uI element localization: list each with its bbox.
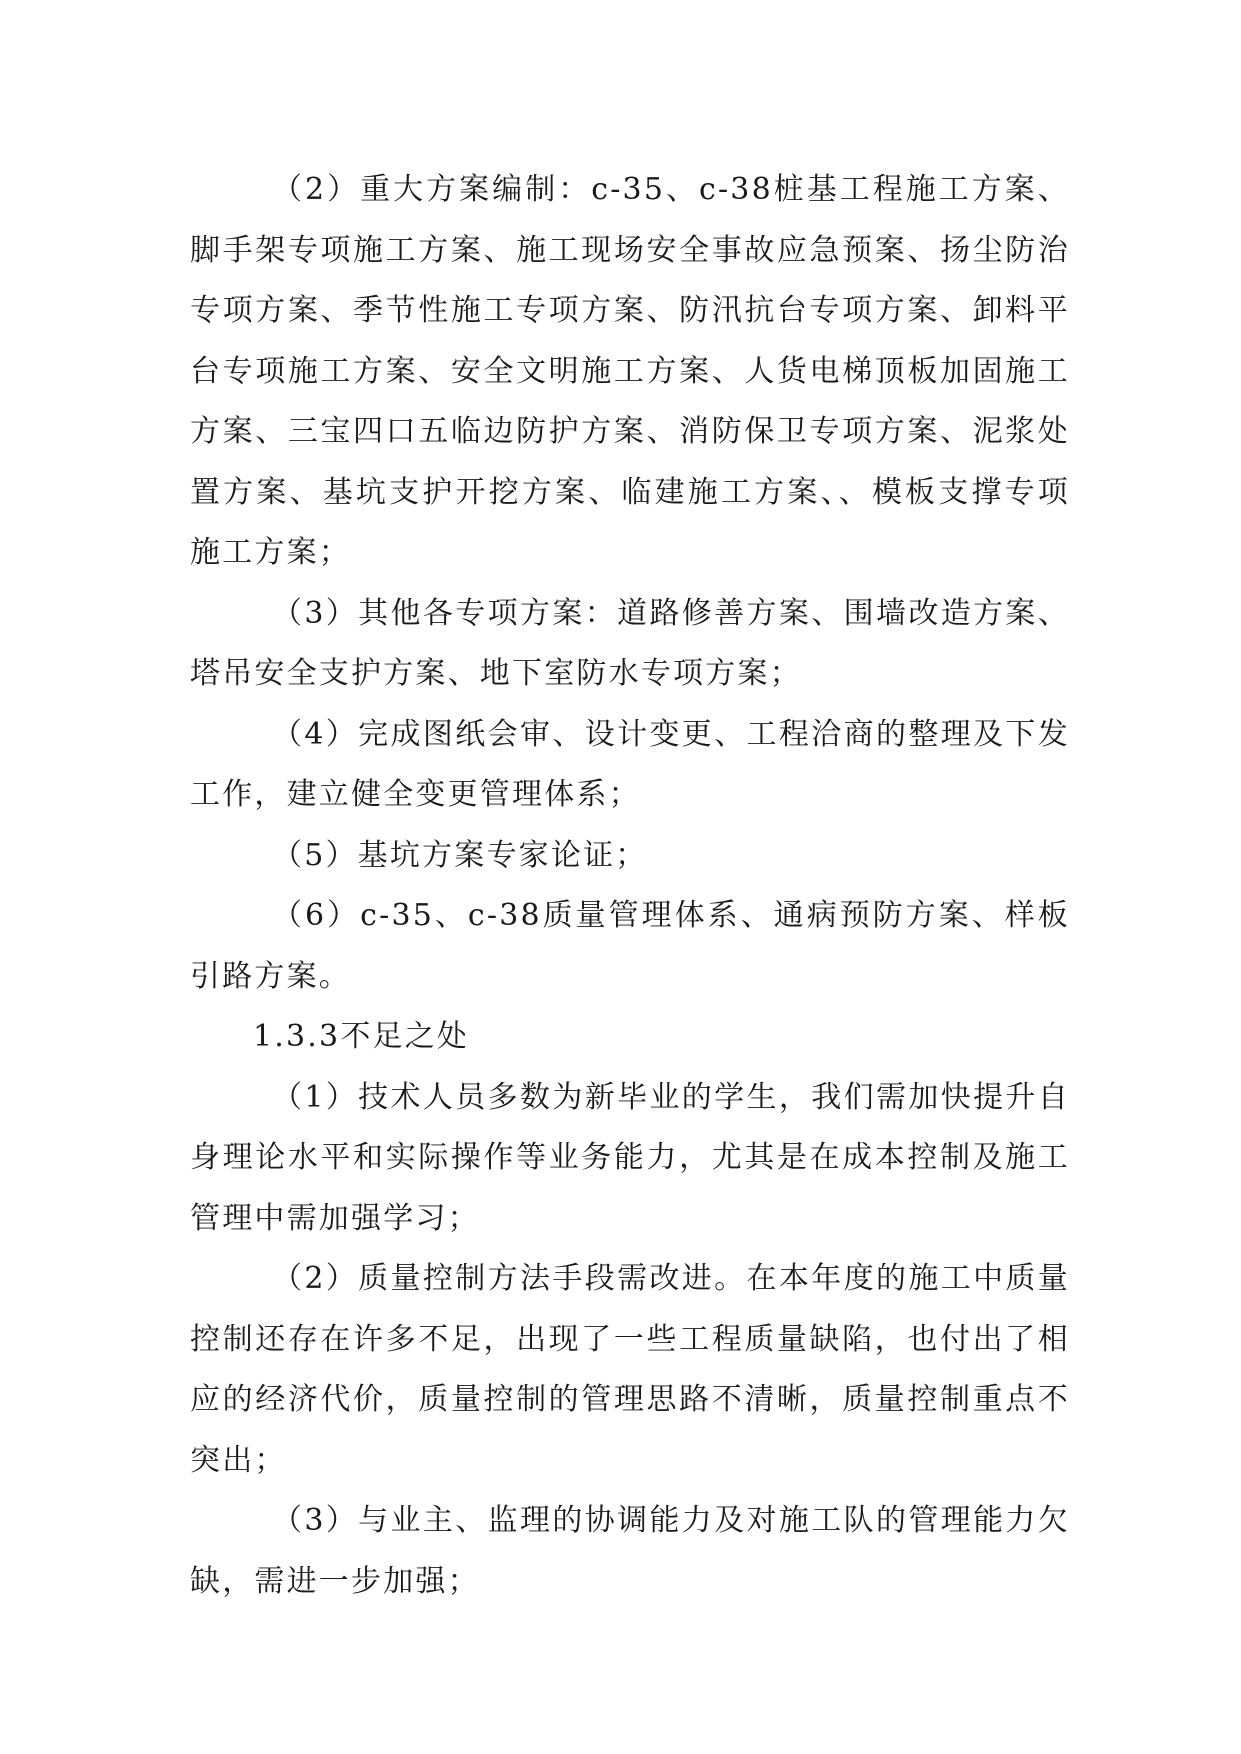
paragraph-shortcoming-2: （2）质量控制方法手段需改进。在本年度的施工中质量控制还存在许多不足，出现了一些工程质量缺陷，也付出了相应的经济代价，质量控制的管理思路不清晰，质量控制重点不突出；: [190, 1261, 1070, 1478]
paragraph-shortcoming-3: （3）与业主、监理的协调能力及对施工队的管理能力欠缺，需进一步加强；: [190, 1503, 1070, 1599]
section-heading: 1.3.3不足之处: [253, 1019, 470, 1054]
paragraph-major-plans: （2）重大方案编制：c-35、c-38桩基工程施工方案、脚手架专项施工方案、施工现场安全事故应急预案、扬尘防治专项方案、季节性施工专项方案、防汛抗台专项方案、卸料平台专项施工方案、安全文明施工方案、人货电梯顶板加固施工方案、三宝四口五临边防护方案、消防保卫专项方案、泥浆处置方案、基坑支护开挖方案、临建施工方案、、模板支撑专项施工方案；: [190, 172, 1070, 570]
document-body: [190, 160, 1070, 1612]
paragraph-shortcoming-1: （1）技术人员多数为新毕业的学生，我们需加快提升自身理论水平和实际操作等业务能力，尤其是在成本控制及施工管理中需加强学习；: [190, 1079, 1070, 1236]
paragraph-other-plans: （3）其他各专项方案：道路修善方案、围墙改造方案、塔吊安全支护方案、地下室防水专项方案；: [190, 595, 1070, 691]
paragraph-drawing-review: （4）完成图纸会审、设计变更、工程洽商的整理及下发工作，建立健全变更管理体系；: [190, 716, 1070, 812]
paragraph-expert-review: （5）基坑方案专家论证；: [272, 837, 648, 873]
paragraph-quality-system: （6）c-35、c-38质量管理体系、通病预防方案、样板引路方案。: [190, 898, 1070, 994]
